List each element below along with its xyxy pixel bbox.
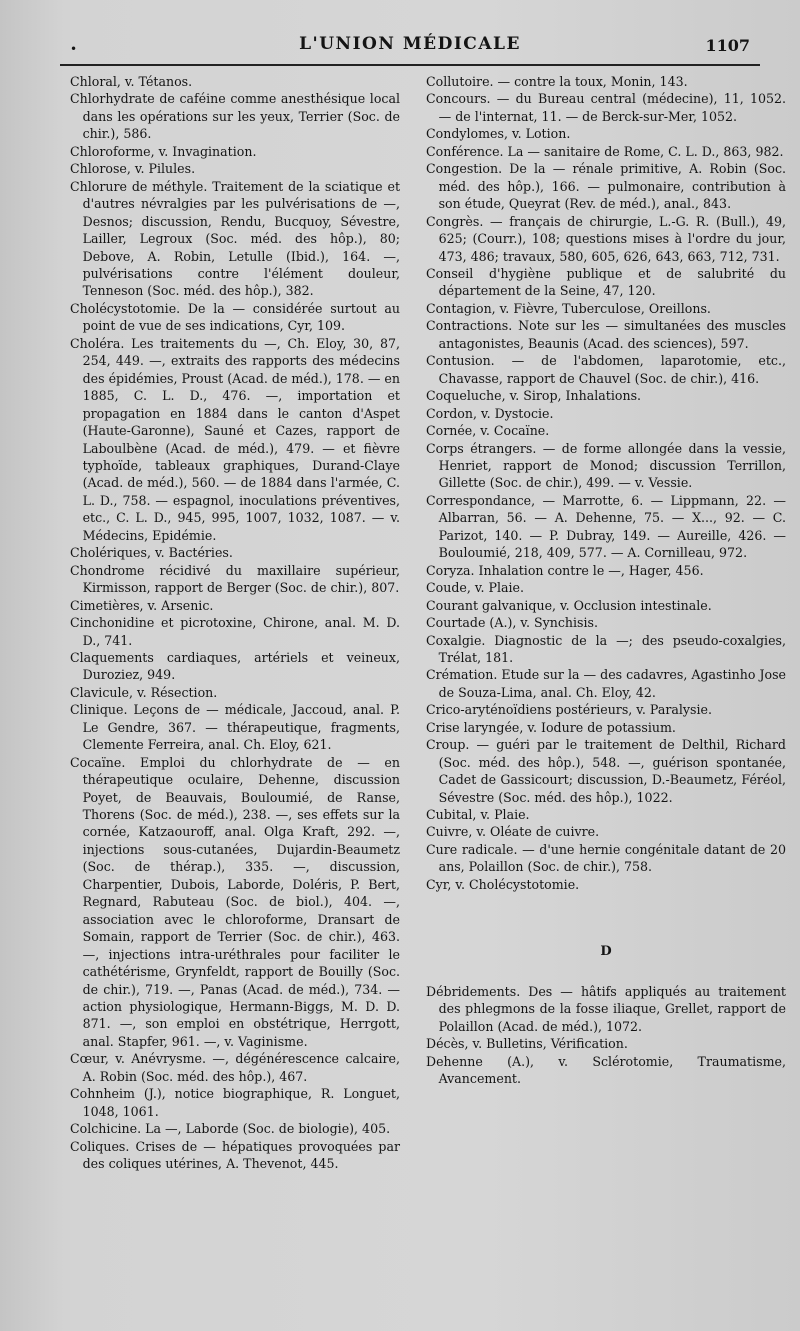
index-entry: Condylomes, v. Lotion. <box>426 126 571 142</box>
index-entry: Cyr, v. Cholécystotomie. <box>426 876 580 892</box>
index-entry: Cholécystotomie. De la — considérée surtout au point de vue de ses indications, Cyr, 109. <box>70 300 400 334</box>
index-entry: Débridements. Des — hâtifs appliqués au traitement des phlegmons de la fosse iliaque, Grellet, rapport de Polaillon (Acad. de méd.), 1072. <box>426 983 786 1034</box>
index-entry: Conférence. La — sanitaire de Rome, C. L. D., 863, 982. <box>426 143 784 159</box>
index-entry: Coxalgie. Diagnostic de la —; des pseudo-coxalgies, Trélat, 181. <box>426 632 786 665</box>
index-entry: Cordon, v. Dystocie. <box>426 405 554 421</box>
index-entry: Coude, v. Plaie. <box>426 580 524 596</box>
index-entry: Cholériques, v. Bactéries. <box>70 545 233 561</box>
section-letter-d: D <box>600 944 612 960</box>
index-entry: Chlorose, v. Pilules. <box>70 161 196 177</box>
index-entry: Corps étrangers. — de forme allongée dans la vessie, Henriet, rapport de Monod; discussion Terrillon, Gillette (Soc. de chir.), 499. — v. Vessie. <box>426 440 786 491</box>
index-entry: Chlorure de méthyle. Traitement de la sciatique et d'autres névralgies par les pulvérisations de —, Desnos; discussion, Rendu, Bucquoy, Sévestre, Lailler, Legroux (Soc. méd. des hôp.), 80; Debove, A. Robin, Letulle (Ibid.), 164. —, pulvérisations contre l'élément douleur, Tenneson (Soc. méd. des hôp.), 382. <box>70 178 400 299</box>
index-entry: Cubital, v. Plaie. <box>426 807 530 823</box>
index-entry: Décès, v. Bulletins, Vérification. <box>426 1036 628 1052</box>
index-entry: Coryza. Inhalation contre le —, Hager, 456. <box>426 562 704 578</box>
right-column <box>426 73 786 1087</box>
index-entry: Cœur, v. Anévrysme. —, dégénérescence calcaire, A. Robin (Soc. méd. des hôp.), 467. <box>70 1051 400 1084</box>
index-entry: Cimetières, v. Arsenic. <box>70 597 214 613</box>
index-entry: Congrès. — français de chirurgie, L.-G. R. (Bull.), 49, 625; (Courr.), 108; questions mises à l'ordre du jour, 473, 486; travaux, 580, 605, 626, 643, 663, 712, 731. <box>426 213 786 264</box>
index-entry: Chloral, v. Tétanos. <box>70 74 193 89</box>
index-entry: Colchicine. La —, Laborde (Soc. de biologie), 405. <box>70 1121 391 1137</box>
index-entry: Croup. — guéri par le traitement de Delthil, Richard (Soc. méd. des hôp.), 548. —, guérison spontanée, Cadet de Gassicourt; discussion, D.-Beaumetz, Féréol, Sévestre (Soc. méd. des hôp.), 1022. <box>426 737 786 805</box>
index-entry: Choléra. Les traitements du —, Ch. Eloy, 30, 87, 254, 449. —, extraits des rapports des médecins des épidémies, Proust (Acad. de méd.), 178. — en 1885, C. L. D., 476. —, importation et propagation en 1884 dans le canton d'Aspet (Haute-Garonne), Sauné et Cazes, rapport de Laboulbène (Acad. de méd.), 479. — et fièvre typhoïde, tableaux graphiques, Durand-Claye (Acad. de méd.), 560. — de 1884 dans l'armée, C. L. D., 758. — espagnol, inoculations préventives, etc., C. L. D., 945, 995, 1007, 1032, 1087. — v. Médecins, Epidémie. <box>70 335 400 543</box>
index-entry: Cornée, v. Cocaïne. <box>426 423 550 439</box>
index-entry: Cocaïne. Emploi du chlorhydrate de — en thérapeutique oculaire, Dehenne, discussion Poyet, de Beauvais, Bouloumié, de Ranse, Thorens (Soc. de méd.), 238. —, ses effets sur la cornée, Katzaouroff, anal. Olga Kraft, 292. —, injections sous-cutanées, Dujardin-Beaumetz (Soc. de thérap.), 335. —, discussion, Charpentier, Dubois, Laborde, Doléris, P. Bert, Regnard, Rabuteau (Soc. de biol.), 404. —, association avec le chloroforme, Dransart de Somain, rapport de Terrier (Soc. de chir.), 463. —, injections intra-uréthrales pour faciliter le cathétérisme, Grynfeldt, rapport de Bouilly (Soc. de chir.), 719. —, Panas (Acad. de méd.), 734. — action physiologique, Hermann-Biggs, M. D. D. 871. —, son emploi en obstétrique, Herrgott, anal. Stapfer, 961. —, v. Vaginisme. <box>70 754 400 1049</box>
index-entry: Cohnheim (J.), notice biographique, R. Longuet, 1048, 1061. <box>70 1086 400 1119</box>
index-entry: Chloroforme, v. Invagination. <box>70 143 257 159</box>
right-entries <box>426 73 786 893</box>
header-dot: • <box>70 42 78 56</box>
index-entry: Coliques. Crises de — hépatiques provoquées par des coliques utérines, A. Thevenot, 445. <box>70 1138 400 1172</box>
index-entry: Crise laryngée, v. Iodure de potassium. <box>426 719 676 735</box>
index-entry: Crémation. Etude sur la — des cadavres, Agastinho Jose de Souza-Lima, anal. Ch. Eloy, 42. <box>426 667 786 700</box>
d-entries <box>426 983 786 1088</box>
index-entry: Congestion. De la — rénale primitive, A. Robin (Soc. méd. des hôp.), 166. — pulmonaire, contribution à son étude, Queyrat (Rev. de méd.), anal., 843. <box>426 161 786 212</box>
index-entry: Courtade (A.), v. Synchisis. <box>426 615 598 631</box>
index-entry: Concours. — du Bureau central (médecine), 11, 1052. — de l'internat, 11. — de Berck-sur-Mer, 1052. <box>426 91 786 124</box>
index-entry: Clinique. Leçons de — médicale, Jaccoud, anal. P. Le Gendre, 367. — thérapeutique, fragments, Clemente Ferreira, anal. Ch. Eloy, 621. <box>70 702 400 753</box>
page-header <box>60 30 760 62</box>
index-entry: Contusion. — de l'abdomen, laparotomie, etc., Chavasse, rapport de Chauvel (Soc. de chir.), 416. <box>426 353 786 386</box>
index-entry: Crico-aryténoïdiens postérieurs, v. Paralysie. <box>426 702 712 718</box>
index-entry: Courant galvanique, v. Occlusion intestinale. <box>426 597 712 613</box>
index-entry: Chlorhydrate de caféine comme anesthésique local dans les opérations sur les yeux, Terrier (Soc. de chir.), 586. <box>70 91 400 142</box>
index-entry: Claquements cardiaques, artériels et veineux, Duroziez, 949. <box>70 649 400 683</box>
index-entry: Contractions. Note sur les — simultanées des muscles antagonistes, Beaunis (Acad. des sciences), 597. <box>426 318 786 351</box>
index-entry: Clavicule, v. Résection. <box>70 684 218 700</box>
header-rule <box>60 64 760 66</box>
index-entry: Cuivre, v. Oléate de cuivre. <box>426 824 600 840</box>
index-entry: Coqueluche, v. Sirop, Inhalations. <box>426 388 642 404</box>
page-number: 1107 <box>705 36 750 55</box>
index-entry: Dehenne (A.), v. Sclérotomie, Traumatisme, Avancement. <box>426 1053 786 1087</box>
journal-title: L'UNION MÉDICALE <box>299 34 521 54</box>
index-entry: Chondrome récidivé du maxillaire supérieur, Kirmisson, rapport de Berger (Soc. de chir.), 807. <box>70 562 400 596</box>
index-entry: Cinchonidine et picrotoxine, Chirone, anal. M. D. D., 741. <box>70 615 400 648</box>
index-entry: Conseil d'hygiène publique et de salubrité du département de la Seine, 47, 120. <box>426 265 786 299</box>
index-entry: Contagion, v. Fièvre, Tuberculose, Oreillons. <box>426 300 711 316</box>
left-column <box>70 73 400 1173</box>
index-entry: Correspondance, — Marrotte, 6. — Lippmann, 22. — Albarran, 56. — A. Dehenne, 75. — X..., 92. — C. Parizot, 140. — P. Dubray, 149. — Aureille, 426. — Bouloumié, 218, 409, 577. — A. Cornilleau, 972. <box>426 492 786 561</box>
index-entry: Collutoire. — contre la toux, Monin, 143. <box>426 74 688 89</box>
index-entry: Cure radicale. — d'une hernie congénitale datant de 20 ans, Polaillon (Soc. de chir.), 758. <box>426 841 786 875</box>
